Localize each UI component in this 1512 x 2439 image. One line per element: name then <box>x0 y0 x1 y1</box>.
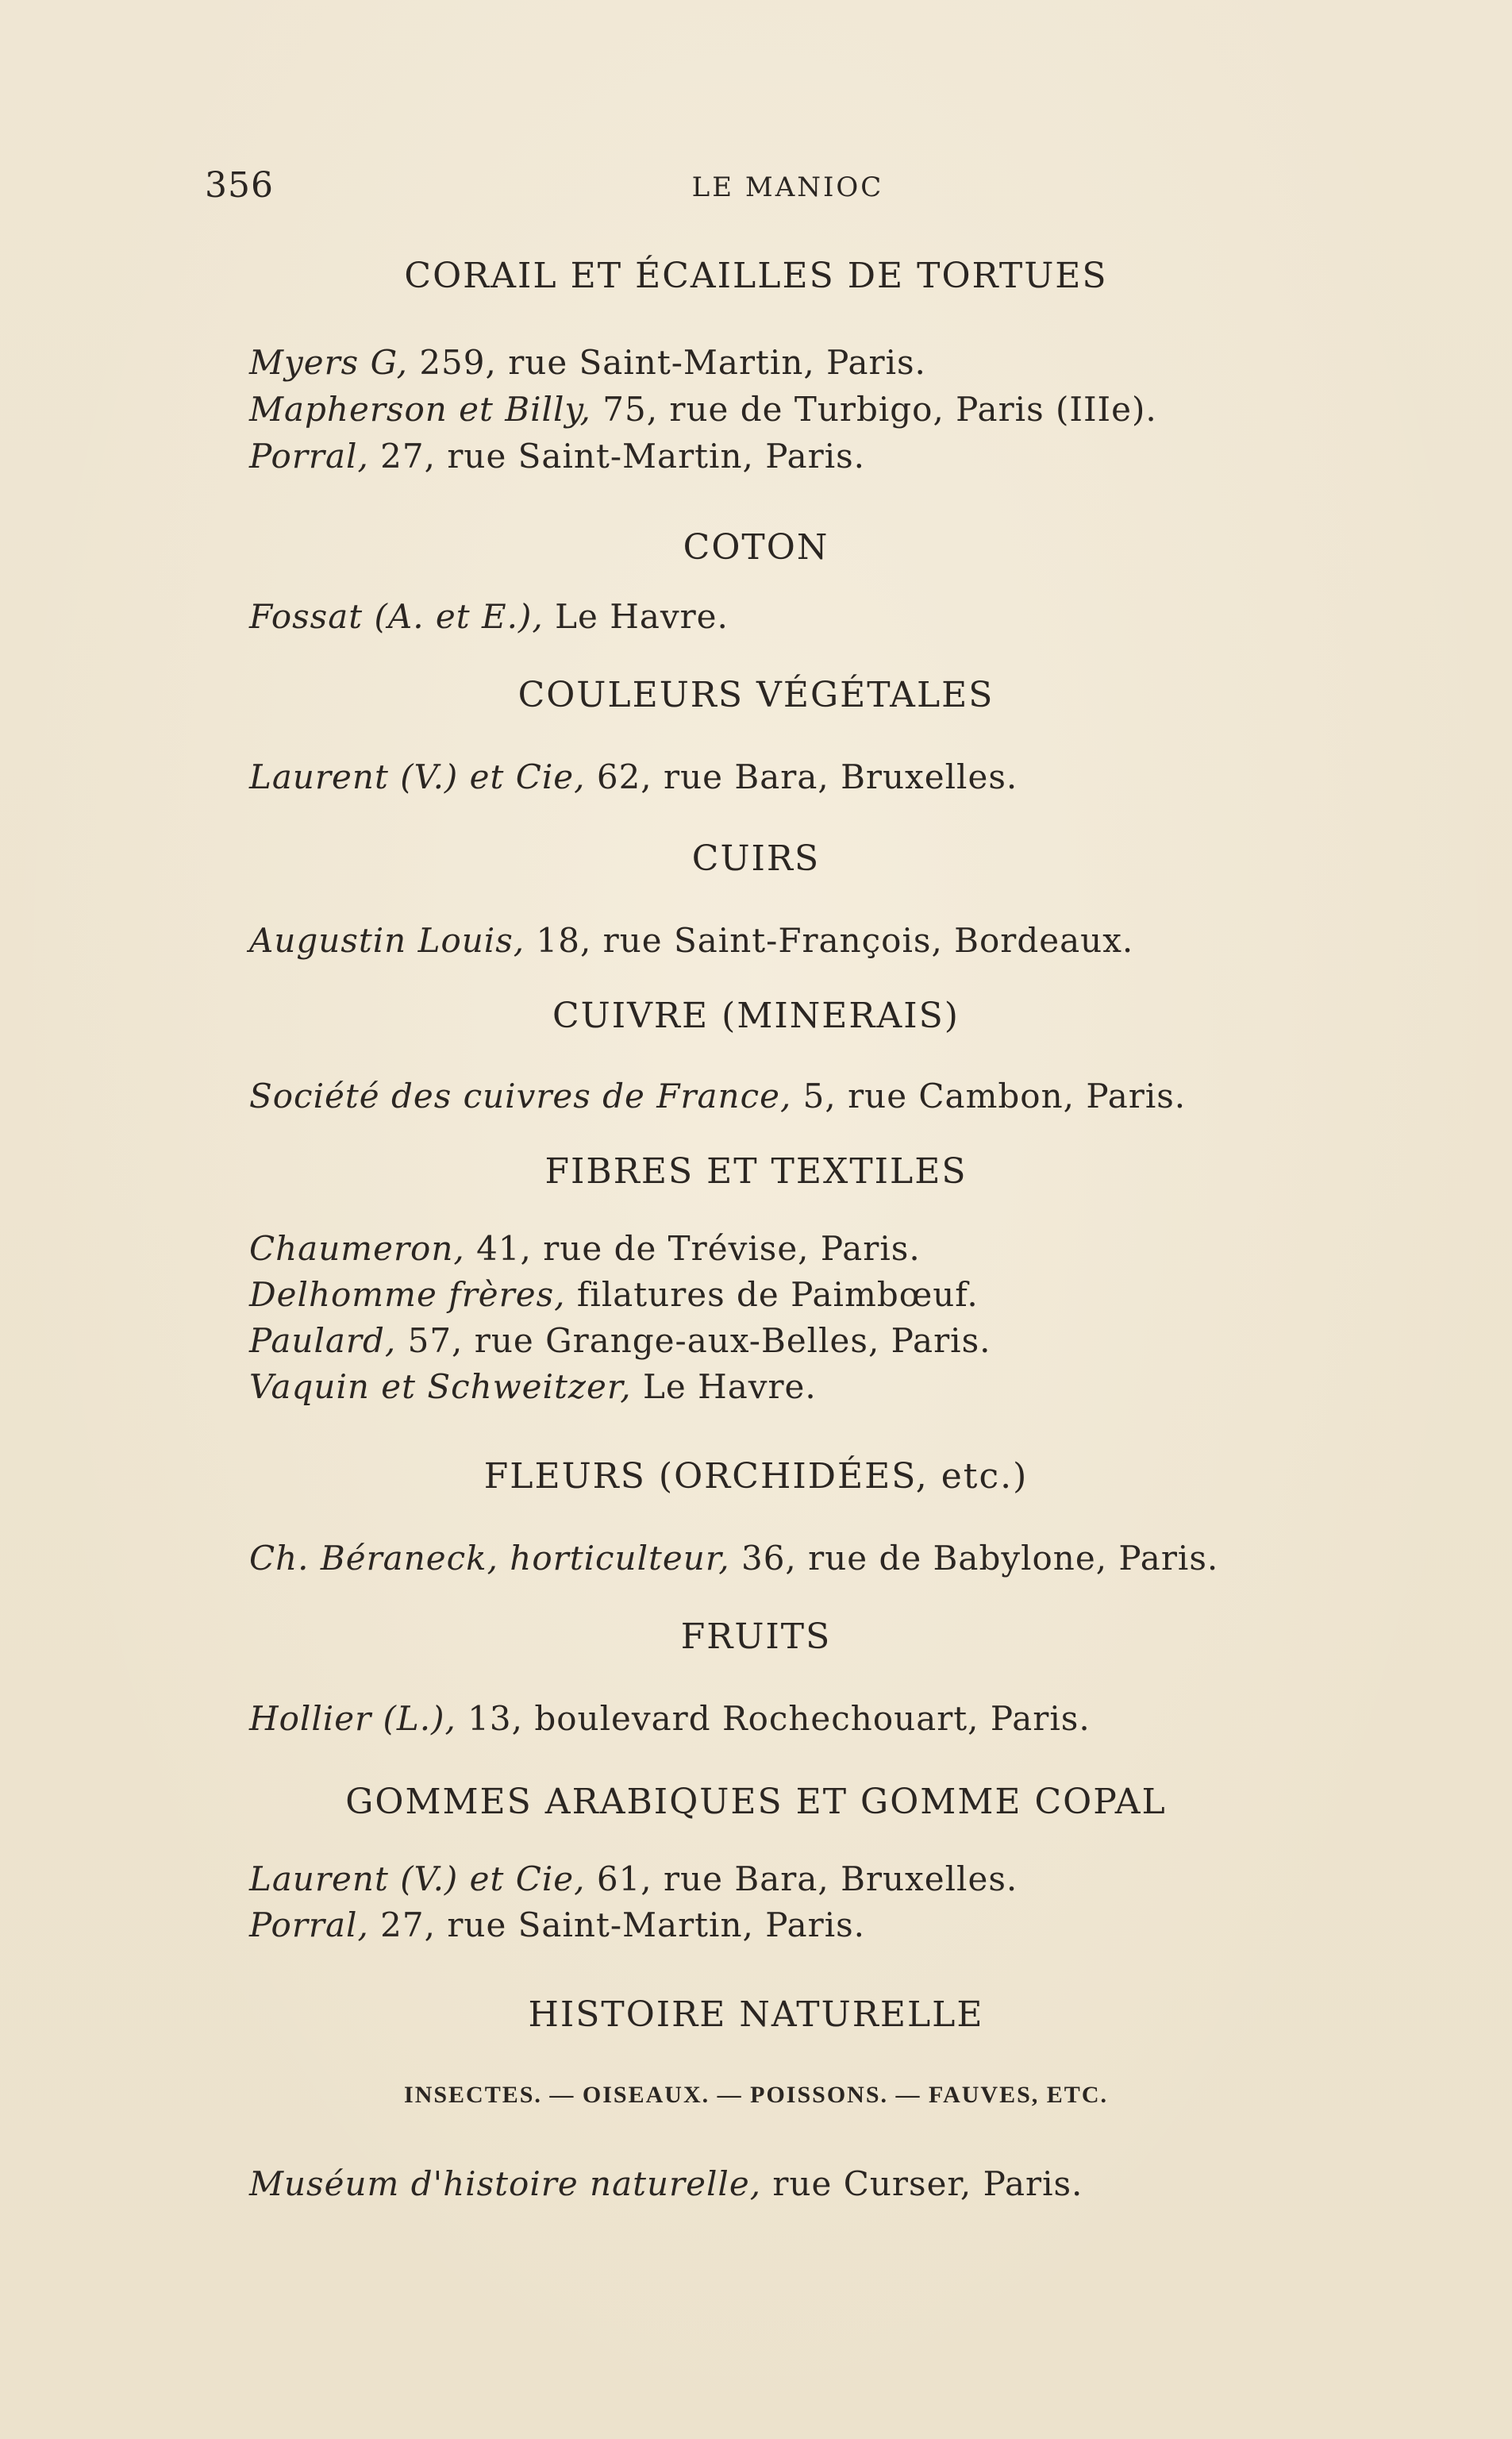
entry-name: Société des cuivres de France, <box>249 1077 792 1115</box>
entry-name: Vaquin et Schweitzer, <box>249 1367 632 1406</box>
entry-address: 57, rue Grange-aux-Belles, Paris. <box>396 1321 991 1360</box>
entry-address: Le Havre. <box>631 1367 817 1406</box>
section-heading-coton: COTON <box>683 527 829 568</box>
entry-name: Myers G, <box>249 343 408 382</box>
entry-name: Fossat (A. et E.), <box>249 597 544 636</box>
section-heading-cuirs: CUIRS <box>691 838 821 879</box>
entry-address: 259, rue Saint-Martin, Paris. <box>407 343 926 382</box>
section-heading-histoire: HISTOIRE NATURELLE <box>528 1994 984 2035</box>
entry-address: 36, rue de Babylone, Paris. <box>729 1539 1219 1578</box>
entry-porral <box>249 437 865 476</box>
entry-name: Muséum d'histoire naturelle, <box>249 2164 762 2203</box>
entry-address: filatures de Paimbœuf. <box>565 1275 979 1314</box>
page-number: 356 <box>205 165 274 206</box>
section-heading-corail: CORAIL ET ÉCAILLES DE TORTUES <box>404 256 1108 296</box>
running-head <box>0 165 1512 205</box>
section-heading-couleurs: COULEURS VÉGÉTALES <box>517 675 995 715</box>
entry-name: Porral, <box>249 437 369 476</box>
entry-beraneck <box>249 1539 1218 1578</box>
section-subheading-histoire: INSECTES. — OISEAUX. — POISSONS. — FAUVES, ETC. <box>404 2082 1108 2108</box>
entry-address: 61, rue Bara, Bruxelles. <box>585 1859 1018 1898</box>
entry-address: 13, boulevard Rochechouart, Paris. <box>456 1699 1091 1738</box>
entry-augustin <box>249 921 1133 960</box>
entry-paulard <box>249 1321 991 1360</box>
section-heading-cuivre: CUIVRE (MINERAIS) <box>552 996 960 1036</box>
entry-chaumeron <box>249 1229 921 1268</box>
entry-address: 18, rue Saint-François, Bordeaux. <box>525 921 1134 960</box>
entry-name: Laurent (V.) et Cie, <box>249 1859 586 1898</box>
entry-laurent-gommes <box>249 1859 1018 1898</box>
section-heading-fruits: FRUITS <box>680 1616 832 1657</box>
entry-museum <box>249 2164 1083 2203</box>
entry-vaquin <box>249 1367 817 1406</box>
entry-hollier <box>249 1699 1091 1738</box>
entry-address: Le Havre. <box>543 597 729 636</box>
entry-name: Augustin Louis, <box>249 921 525 960</box>
entry-name: Laurent (V.) et Cie, <box>249 757 586 796</box>
section-heading-fibres: FIBRES ET TEXTILES <box>544 1151 968 1192</box>
section-heading-fleurs: FLEURS (ORCHIDÉES, etc.) <box>483 1456 1029 1497</box>
entry-address: 41, rue de Trévise, Paris. <box>464 1229 921 1268</box>
entry-address: 27, rue Saint-Martin, Paris. <box>368 1905 866 1944</box>
running-title: LE MANIOC <box>691 171 884 203</box>
entry-name: Delhomme frères, <box>249 1275 566 1314</box>
entry-name: Porral, <box>249 1905 369 1944</box>
entry-myers <box>249 343 926 382</box>
section-heading-gommes: GOMMES ARABIQUES ET GOMME COPAL <box>345 1782 1167 1822</box>
entry-porral-gommes <box>249 1905 865 1944</box>
entry-name: Ch. Béraneck, horticulteur, <box>249 1539 730 1578</box>
entry-name: Mapherson et Billy, <box>249 390 591 429</box>
entry-address: 5, rue Cambon, Paris. <box>791 1077 1187 1115</box>
entry-laurent-couleurs <box>249 757 1018 796</box>
entry-delhomme <box>249 1275 979 1314</box>
entry-address: rue Curser, Paris. <box>761 2164 1083 2203</box>
entry-address: 75, rue de Turbigo, Paris (IIIe). <box>591 390 1157 429</box>
entry-name: Hollier (L.), <box>249 1699 456 1738</box>
entry-societe-cuivres <box>249 1077 1186 1115</box>
entry-address: 27, rue Saint-Martin, Paris. <box>368 437 866 476</box>
entry-address: 62, rue Bara, Bruxelles. <box>585 757 1018 796</box>
entry-mapherson <box>249 390 1157 429</box>
entry-name: Chaumeron, <box>249 1229 465 1268</box>
entry-fossat <box>249 597 729 636</box>
entry-name: Paulard, <box>249 1321 397 1360</box>
